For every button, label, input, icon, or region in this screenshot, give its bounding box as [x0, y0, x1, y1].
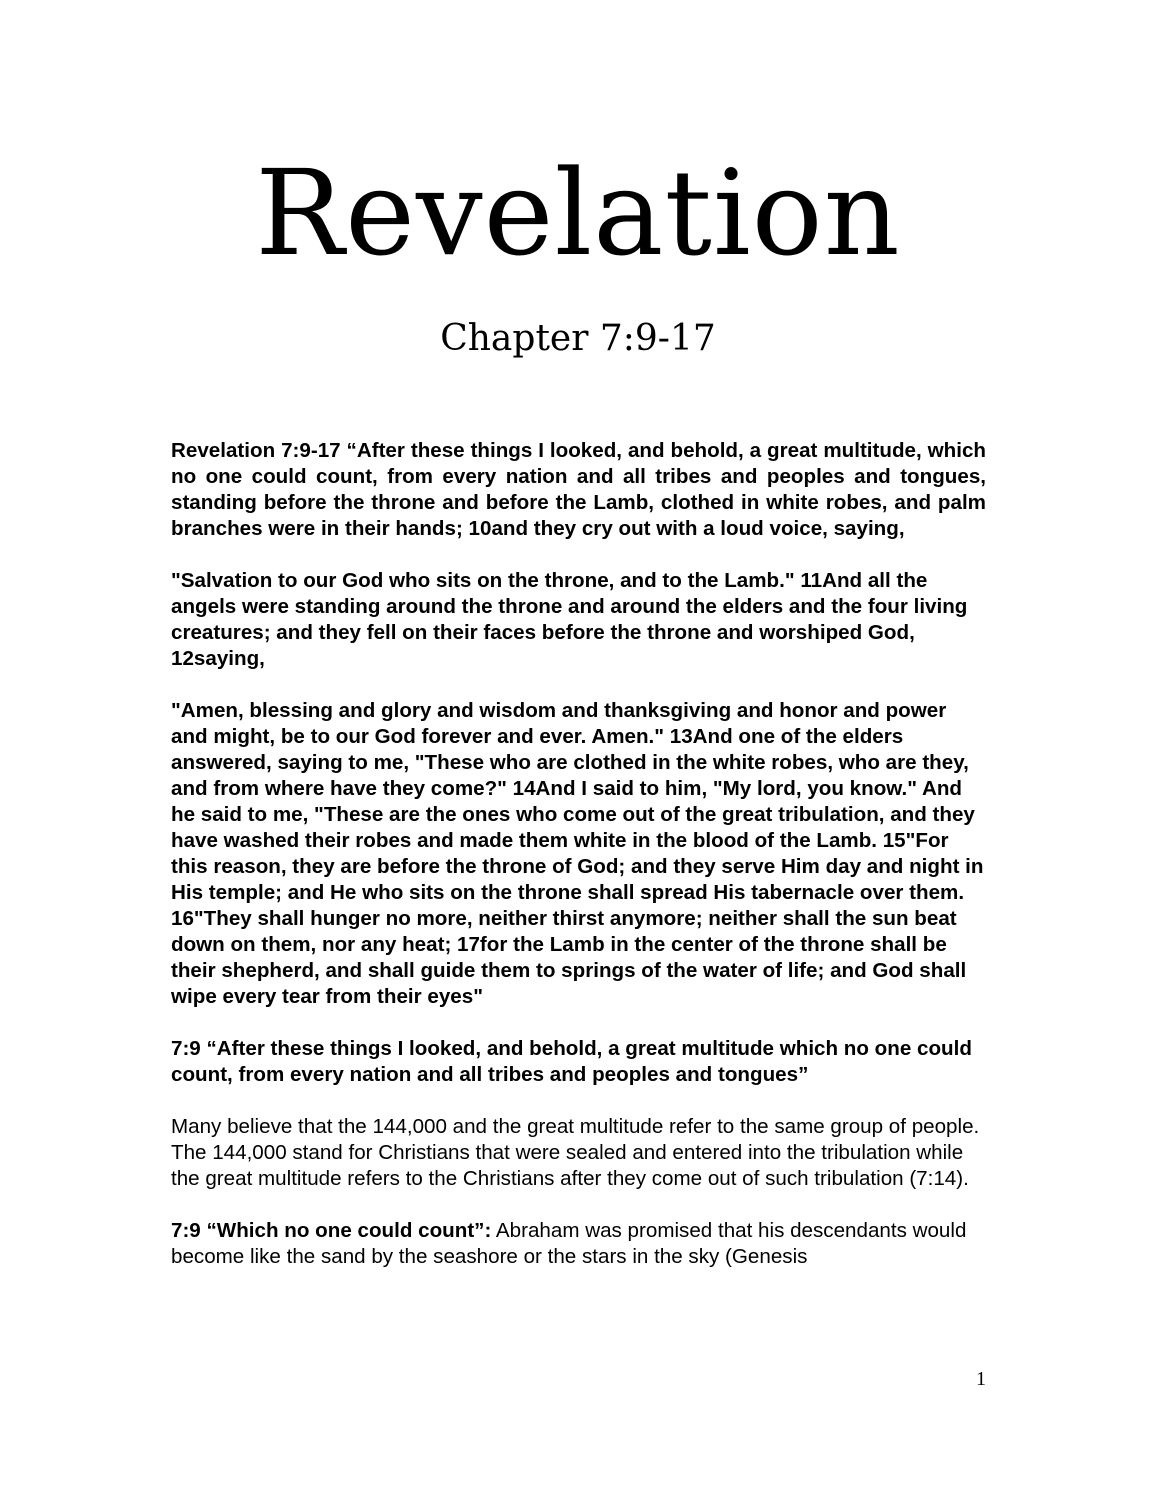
passage-amen: "Amen, blessing and glory and wisdom and thanksgiving and honor and power and might, be to our God forever and ever. Amen." 13And one of the elders answered, saying to me, "These who are clothed in the white robes, who are they, and from where have they come?" 14And I said to him, "My lord, you know." And he said to me, "These are the ones who come out of the great tribulation, and they have washed their robes and made them white in the blood of the Lamb. 15"For this reason, they are before the throne of God; and they serve Him day and night in His temple; and He who sits on the throne shall spread His tabernacle over them. 16"They shall hunger no more, neither thirst anymore; neither shall the sun beat down on them, nor any heat; 17for the Lamb in the center of the throne shall be their shepherd, and shall guide them to springs of the water of life; and God shall wipe every tear from their eyes"	[171, 699, 984, 1008]
commentary-paragraph-2	[171, 1218, 986, 1270]
verse-heading: 7:9 “After these things I looked, and behold, a great multitude which no one could count, from every nation and all tribes and peoples and tongues”	[171, 1037, 972, 1086]
passage-intro: Revelation 7:9-17 “After these things I looked, and behold, a great multitude, which no one could count, from every nation and all tribes and peoples and tongues, standing before the throne and before the Lamb, clothed in white robes, and palm branches were in their hands; 10and they cry out with a loud voice, saying,	[171, 439, 986, 540]
passage-salvation: "Salvation to our God who sits on the throne, and to the Lamb." 11And all the angels were standing around the throne and around the elders and the four living creatures; and they fell on their faces before the throne and worshiped God, 12saying,	[171, 569, 968, 670]
page-number: 1	[976, 1368, 986, 1390]
document-title: Revelation	[255, 144, 901, 282]
commentary-verse-label: 7:9 “Which no one could count”:	[171, 1219, 492, 1242]
document-subtitle: Chapter 7:9-17	[440, 318, 716, 359]
commentary-paragraph: Many believe that the 144,000 and the great multitude refer to the same group of people. The 144,000 stand for Christians that were sealed and entered into the tribulation while the great multitude refers to the Christians after they come out of such tribulation (7:14).	[171, 1115, 980, 1190]
commentary-verse-text: Abraham was promised that his descendants would become like the sand by the seashore or the stars in the sky (Genesis	[171, 1219, 967, 1268]
document-body	[171, 438, 986, 1296]
